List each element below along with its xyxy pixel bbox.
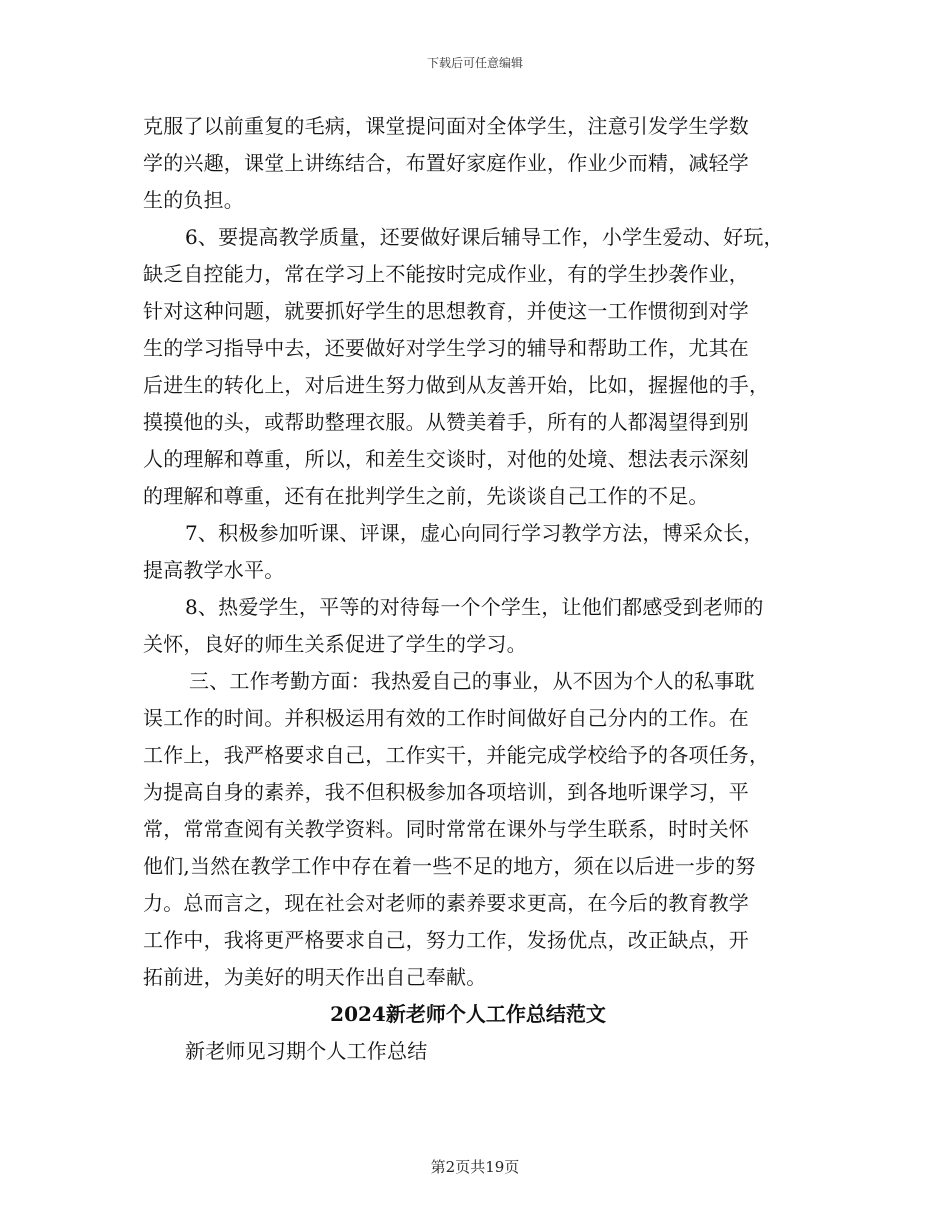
- body-line: 为提高自身的素养，我不但积极参加各项培训，到各地听课学习，平: [143, 780, 749, 804]
- body-line: 关怀，良好的师生关系促进了学生的学习。: [143, 632, 527, 656]
- page-footer: 第2页共19页: [430, 1158, 520, 1176]
- body-line: 工作上，我严格要求自己，工作实干，并能完成学校给予的各项任务，: [143, 743, 770, 767]
- body-line: 力。总而言之，现在社会对老师的素养要求更高，在今后的教育教学: [143, 891, 749, 915]
- body-line: 后进生的转化上，对后进生努力做到从友善开始，比如，握握他的手，: [143, 373, 770, 397]
- body-line: 生的学习指导中去，还要做好对学生学习的辅导和帮助工作，尤其在: [143, 336, 749, 360]
- section-subtitle: 新老师见习期个人工作总结: [185, 1039, 428, 1063]
- body-line: 误工作的时间。并积极运用有效的工作时间做好自己分内的工作。在: [143, 706, 749, 730]
- page-header: 下载后可任意编辑: [426, 56, 523, 70]
- body-line: 拓前进，为美好的明天作出自己奉献。: [143, 965, 487, 989]
- body-line: 7、积极参加听课、评课，虚心向同行学习教学方法，博采众长，: [185, 521, 764, 545]
- body-line: 克服了以前重复的毛病，课堂提问面对全体学生，注意引发学生学数: [143, 114, 749, 138]
- body-line: 缺乏自控能力，常在学习上不能按时完成作业，有的学生抄袭作业，: [143, 262, 749, 286]
- body-line: 的理解和尊重，还有在批判学生之前，先谈谈自己工作的不足。: [143, 484, 709, 508]
- body-line: 三、工作考勤方面：我热爱自己的事业，从不因为个人的私事耽: [189, 669, 755, 693]
- body-line: 工作中，我将更严格要求自己，努力工作，发扬优点，改正缺点，开: [143, 928, 749, 952]
- body-line: 生的负担。: [143, 188, 244, 212]
- body-line: 6、要提高教学质量，还要做好课后辅导工作，小学生爱动、好玩，: [185, 225, 784, 249]
- body-line: 针对这种问题，就要抓好学生的思想教育，并使这一工作惯彻到对学: [143, 299, 749, 323]
- body-line: 提高教学水平。: [143, 558, 285, 582]
- body-line: 8、热爱学生，平等的对待每一个个学生，让他们都感受到老师的: [185, 595, 764, 619]
- body-line: 他们,当然在教学工作中存在着一些不足的地方，须在以后进一步的努: [143, 854, 756, 878]
- document-body: [143, 108, 823, 1070]
- body-line: 常，常常查阅有关教学资料。同时常常在课外与学生联系，时时关怀: [143, 817, 749, 841]
- body-line: 学的兴趣，课堂上讲练结合，布置好家庭作业，作业少而精，减轻学: [143, 151, 749, 175]
- body-line: 摸摸他的头，或帮助整理衣服。从赞美着手，所有的人都渴望得到别: [143, 410, 749, 434]
- body-line: 人的理解和尊重，所以，和差生交谈时，对他的处境、想法表示深刻: [143, 447, 749, 471]
- section-title: 2024新老师个人工作总结范文: [330, 1002, 606, 1026]
